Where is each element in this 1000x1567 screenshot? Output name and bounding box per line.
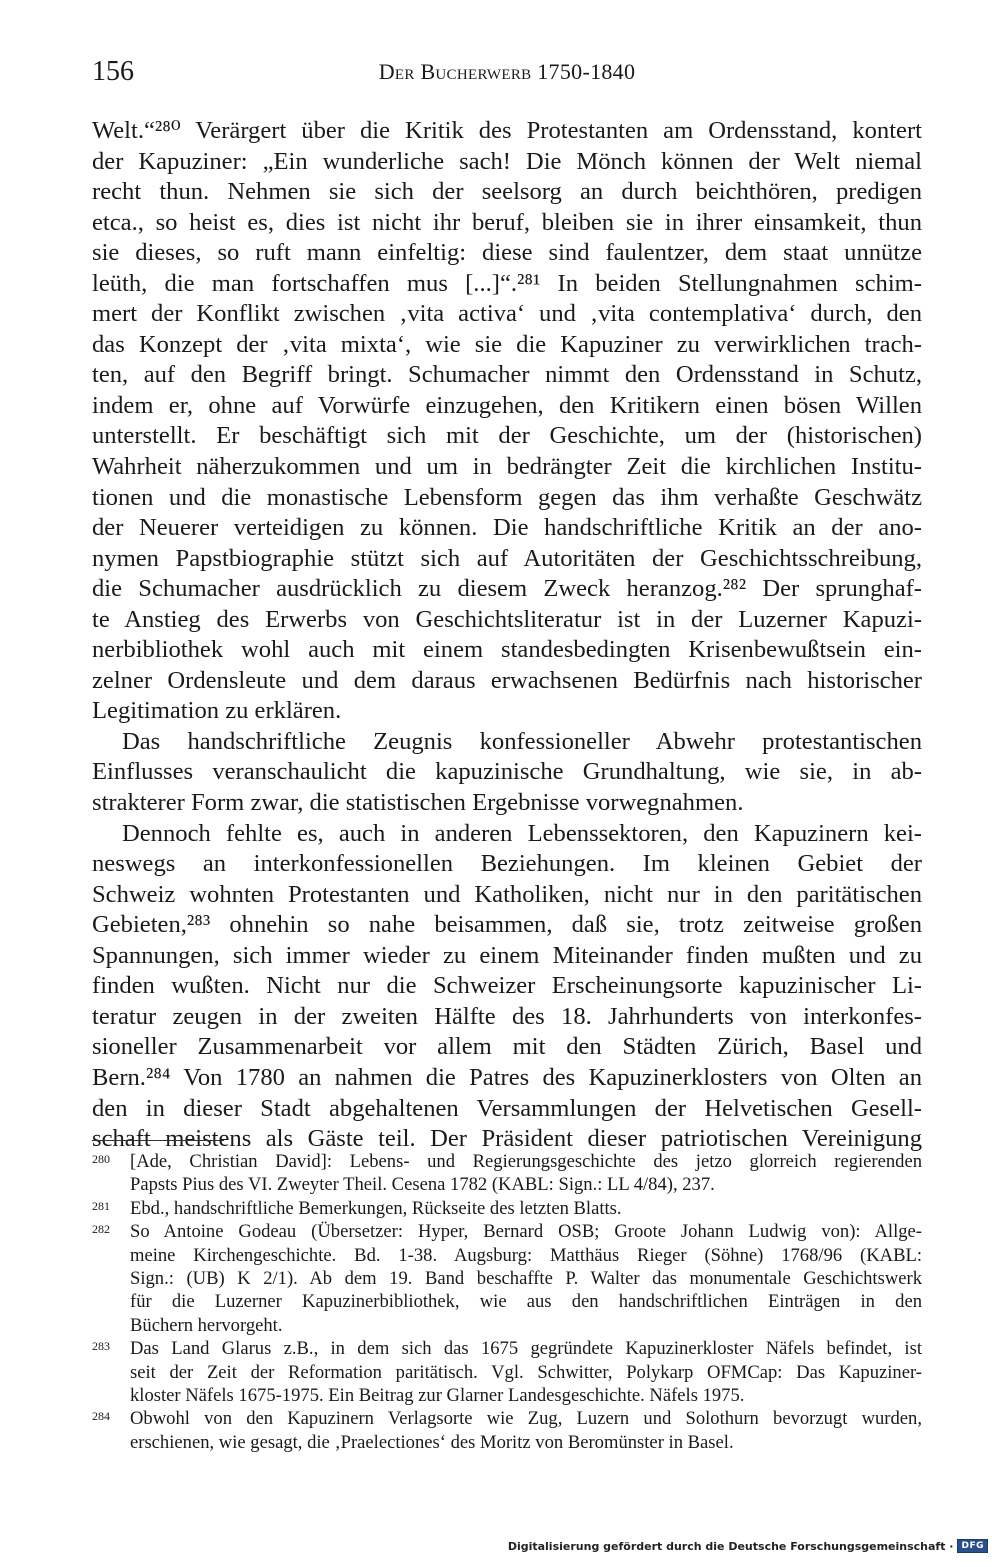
body-line: teratur zeugen in der zweiten Hälfte des 18. Jahrhunderts von interkonfes- <box>92 1002 922 1030</box>
footnotes <box>92 1150 922 1454</box>
body-line: Spannungen, sich immer wieder zu einem Miteinander finden mußten und zu <box>92 941 922 969</box>
footer-text: Digitalisierung gefördert durch die Deutsche Forschungsgemeinschaft · <box>507 1539 954 1553</box>
body-line: strakterer Form zwar, die statistischen Ergebnisse vorwegnahmen. <box>92 789 744 817</box>
body-line: unterstellt. Er beschäftigt sich mit der Geschichte, um der (historischen) <box>92 422 922 450</box>
footnote-marker: 281 <box>92 1198 110 1213</box>
footnote-line: Papsts Pius des VI. Zweyter Theil. Cesena 1782 (KABL: Sign.: LL 4/84), 237. <box>130 1174 715 1196</box>
body-line: zelner Ordensleute und dem daraus erwachsenen Bedürfnis nach historischer <box>92 666 922 694</box>
body-line: Bern.²⁸⁴ Von 1780 an nahmen die Patres des Kapuzinerklosters von Olten an <box>92 1063 922 1091</box>
footnote-line: seit der Zeit der Reformation paritätisch. Vgl. Schwitter, Polykarp OFMCap: Das Kapuziner- <box>130 1361 922 1383</box>
body-line: nymen Papstbiographie stützt sich auf Autoritäten der Geschichtsschreibung, <box>92 544 922 572</box>
digitization-footer <box>508 1539 988 1553</box>
body-line: indem er, ohne auf Vorwürfe einzugehen, den Kritikern einen bösen Willen <box>92 391 922 419</box>
body-line: Legitimation zu erklären. <box>92 697 342 725</box>
body-line: der Kapuziner: „Ein wunderliche sach! Die Mönch können der Welt niemal <box>92 147 922 175</box>
body-line: Wahrheit näherzukommen und um in bedrängter Zeit die kirchlichen Institu- <box>92 453 922 481</box>
body-line: sie dieses, so ruft mann einfeltig: diese sind faulentzer, dem staat unnütze <box>92 239 922 267</box>
footnote-line: kloster Näfels 1675-1975. Ein Beitrag zur Glarner Landesgeschichte. Näfels 1975. <box>130 1384 745 1406</box>
footnote-marker: 280 <box>92 1152 110 1166</box>
footnote-283 <box>92 1337 922 1360</box>
footnote-line: für die Luzerner Kapuzinerbibliothek, wie aus den handschriftlichen Einträgen in den <box>130 1291 922 1313</box>
body-line: Welt.“²⁸⁰ Verärgert über die Kritik des Protestanten am Ordensstand, kontert <box>92 117 922 144</box>
body-line: Einflusses veranschaulicht die kapuzinische Grundhaltung, wie sie, in ab- <box>92 758 922 786</box>
footnote-line: meine Kirchengeschichte. Bd. 1-38. Augsburg: Matthäus Rieger (Söhne) 1768/96 (KABL: <box>130 1244 922 1266</box>
body-line: finden wußten. Nicht nur die Schweizer Erscheinungsorte kapuzinischer Li- <box>92 972 922 1000</box>
body-line: leüth, die man fortschaffen mus [...]“.²⁸¹ In beiden Stellungnahmen schim- <box>92 269 922 297</box>
footnote-line: So Antoine Godeau (Übersetzer: Hyper, Bernard OSB; Groote Johann Ludwig von): Allge- <box>130 1221 922 1243</box>
body-line: Dennoch fehlte es, auch in anderen Lebenssektoren, den Kapuzinern kei- <box>122 819 922 847</box>
body-line: die Schumacher ausdrücklich zu diesem Zweck heranzog.²⁸² Der sprunghaf- <box>92 575 922 603</box>
body-line: schaft meistens als Gäste teil. Der Präsident dieser patriotischen Vereinigung <box>92 1125 922 1153</box>
body-line: Das handschriftliche Zeugnis konfessioneller Abwehr protestantischen <box>122 727 922 755</box>
footnote-line: Das Land Glarus z.B., in dem sich das 1675 gegründete Kapuzinerkloster Näfels befindet, ist <box>130 1338 922 1360</box>
body-line: tionen und die monastische Lebensform gegen das ihm verhaßte Geschwätz <box>92 483 922 511</box>
body-line: te Anstieg des Erwerbs von Geschichtsliteratur ist in der Luzerner Kapuzi- <box>92 605 922 633</box>
footnote-282 <box>92 1220 922 1243</box>
footnote-marker: 283 <box>92 1339 110 1354</box>
body-line: recht thun. Nehmen sie sich der seelsorg an durch beichthören, predigen <box>92 178 922 206</box>
footnote-line: erschienen, wie gesagt, die ‚Praelectiones‘ des Moritz von Beromünster in Basel. <box>130 1431 734 1453</box>
footnote-line: Sign.: (UB) K 2/1). Ab dem 19. Band beschaffte P. Walter das monumentale Geschichtswerk <box>130 1267 922 1289</box>
body-line: Gebieten,²⁸³ ohnehin so nahe beisammen, daß sie, trotz zeitweise großen <box>92 911 922 939</box>
footnote-line: [Ade, Christian David]: Lebens- und Regierungsgeschichte des jetzo glorreich regierenden <box>130 1151 922 1172</box>
body-line: der Neuerer verteidigen zu können. Die handschriftliche Kritik an der ano- <box>92 514 922 542</box>
footnote-284 <box>92 1407 922 1430</box>
page-header <box>92 52 922 92</box>
body-line: das Konzept der ‚vita mixta‘, wie sie die Kapuziner zu verwirklichen trach- <box>92 330 922 358</box>
footnote-line: Büchern hervorgeht. <box>130 1314 283 1336</box>
body-line: sioneller Zusammenarbeit vor allem mit den Städten Zürich, Basel und <box>92 1033 922 1061</box>
footnote-281 <box>92 1197 922 1220</box>
dfg-logo-icon: DFG <box>957 1539 988 1553</box>
running-head: Der Bucherwerb 1750-1840 <box>378 59 636 84</box>
footnote-280 <box>92 1150 922 1173</box>
body-line: den in dieser Stadt abgehaltenen Versammlungen der Helvetischen Gesell- <box>92 1094 922 1122</box>
footnote-marker: 282 <box>92 1222 110 1237</box>
body-line: neswegs an interkonfessionellen Beziehungen. Im kleinen Gebiet der <box>92 850 922 878</box>
footnote-marker: 284 <box>92 1409 110 1424</box>
footnote-line: Ebd., handschriftliche Bemerkungen, Rückseite des letzten Blatts. <box>130 1197 622 1219</box>
body-line: Schweiz wohnten Protestanten und Katholiken, nicht nur in den paritätischen <box>92 880 922 908</box>
body-line: mert der Konflikt zwischen ‚vita activa‘ und ‚vita contemplativa‘ durch, den <box>92 300 922 328</box>
body-line: nerbibliothek wohl auch mit einem standesbedingten Krisenbewußtsein ein- <box>92 636 922 664</box>
footnote-line: Obwohl von den Kapuzinern Verlagsorte wie Zug, Luzern und Solothurn bevorzugt wurden, <box>130 1408 922 1430</box>
footnote-rule <box>92 1140 224 1141</box>
page-number: 156 <box>92 56 134 87</box>
body-line: etca., so heist es, dies ist nicht ihr beruf, bleiben sie in ihrer einsamkeit, thun <box>92 208 922 236</box>
body-text <box>92 116 922 1155</box>
body-line: ten, auf den Begriff bringt. Schumacher nimmt den Ordensstand in Schutz, <box>92 361 922 389</box>
